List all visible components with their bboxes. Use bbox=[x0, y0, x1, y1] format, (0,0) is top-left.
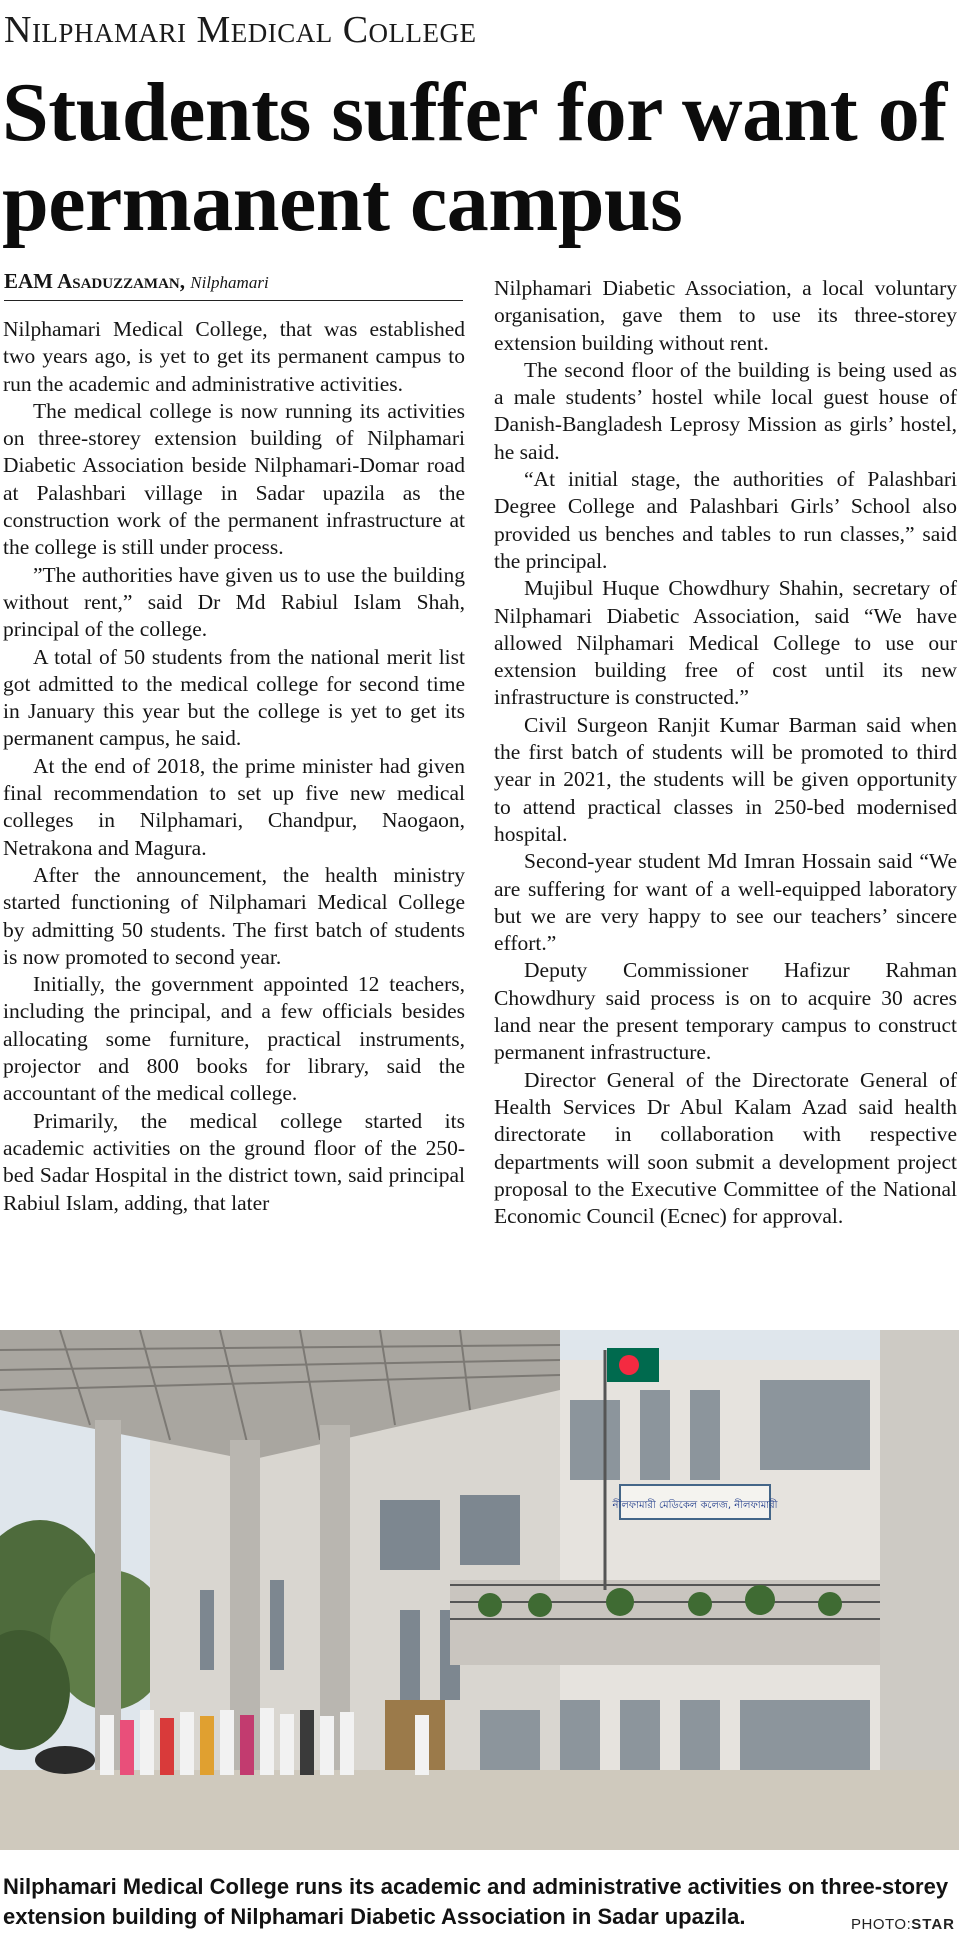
paragraph: The medical college is now running its activities on three-storey extension building of Nilphamari Diabetic Association beside Nilphamari-Domar road at Palashbari village in Sadar upazila as the construction work of the permanent infrastructure at the college is still under process. bbox=[3, 398, 465, 560]
paragraph: Initially, the government appointed 12 teachers, including the principal, and a few officials besides allocating some furniture, practical instruments, projector and 800 books for library, said the accountant of the medical college. bbox=[3, 972, 465, 1106]
photo-sign-text: নীলফামারী মেডিকেল কলেজ, নীলফামারী bbox=[612, 1500, 778, 1511]
paragraph: Deputy Commissioner Hafizur Rahman Chowdhury said process is on to acquire 30 acres land near the present temporary campus to construct permanent infrastructure. bbox=[494, 958, 957, 1065]
paragraph: Second-year student Md Imran Hossain said “We are suffering for want of a well-equipped laboratory but we are very happy to see our teachers’ sincere effort.” bbox=[494, 849, 957, 956]
byline bbox=[4, 268, 463, 301]
section-kicker: Nilphamari Medical College bbox=[4, 9, 477, 51]
paragraph: A total of 50 students from the national merit list got admitted to the medical college for second time in January this year but the college is yet to get its permanent campus, he said. bbox=[3, 644, 465, 751]
paragraph: Nilphamari Medical College, that was established two years ago, is yet to get its permanent campus to run the academic and administrative activities. bbox=[3, 317, 465, 396]
photo-pillar bbox=[880, 1330, 959, 1770]
photo-credit-label: PHOTO: bbox=[851, 1916, 912, 1933]
paragraph: “At initial stage, the authorities of Palashbari Degree College and Palashbari Girls’ School also provided us benches and tables to run classes,” said the principal. bbox=[494, 467, 957, 573]
photo-credit bbox=[851, 1916, 955, 1933]
paragraph: After the announcement, the health ministry started functioning of Nilphamari Medical College by admitting 50 students. The first batch of students is now promoted to second year. bbox=[3, 862, 465, 969]
photo-balcony bbox=[450, 1580, 880, 1665]
photo-ground bbox=[0, 1770, 959, 1850]
paragraph: Director General of the Directorate General of Health Services Dr Abul Kalam Azad said health directorate in collaboration with respective departments will soon submit a development project proposal to the Executive Committee of the National Economic Council (Ecnec) for approval. bbox=[494, 1067, 957, 1229]
photo-credit-source: STAR bbox=[911, 1916, 955, 1933]
paragraph: The second floor of the building is being used as a male students’ hostel while local guest house of Danish-Bangladesh Leprosy Mission as girls’ hostel, he said. bbox=[494, 357, 957, 464]
article-column-right bbox=[494, 275, 957, 1230]
photo-flag-disc bbox=[619, 1355, 639, 1375]
headline: Students suffer for want of permanent campus bbox=[2, 66, 947, 249]
article-column-left bbox=[3, 316, 465, 1217]
college-building-illustration bbox=[0, 1330, 959, 1850]
article-photo bbox=[0, 1330, 959, 1850]
photo-motorbike bbox=[35, 1746, 95, 1774]
paragraph: At the end of 2018, the prime minister had given final recommendation to set up five new medical colleges in Nilphamari, Chandpur, Naogaon, Netrakona and Magura. bbox=[3, 753, 465, 860]
photo-caption: Nilphamari Medical College runs its academic and administrative activities on three-storey extension building of Nilphamari Diabetic Association in Sadar upazila. bbox=[3, 1874, 949, 1929]
paragraph: Nilphamari Diabetic Association, a local voluntary organisation, gave them to use its three-storey extension building without rent. bbox=[494, 276, 957, 355]
paragraph: ”The authorities have given us to use the building without rent,” said Dr Md Rabiul Islam Shah, principal of the college. bbox=[3, 562, 465, 642]
byline-location: Nilphamari bbox=[190, 273, 269, 292]
byline-author: EAM Asaduzzaman, bbox=[4, 269, 186, 293]
paragraph: Civil Surgeon Ranjit Kumar Barman said when the first batch of students will be promoted to third year in 2021, the students will be given opportunity to attend practical classes in 250-bed modernised hospital. bbox=[494, 712, 957, 846]
paragraph: Mujibul Huque Chowdhury Shahin, secretary of Nilphamari Diabetic Association, said “We have allowed Nilphamari Medical College to use our extension building free of cost until its new infrastructure is constructed.” bbox=[494, 576, 957, 710]
paragraph: Primarily, the medical college started its academic activities on the ground floor of the 250-bed Sadar Hospital in the district town, said principal Rabiul Islam, adding, that later bbox=[3, 1108, 465, 1215]
